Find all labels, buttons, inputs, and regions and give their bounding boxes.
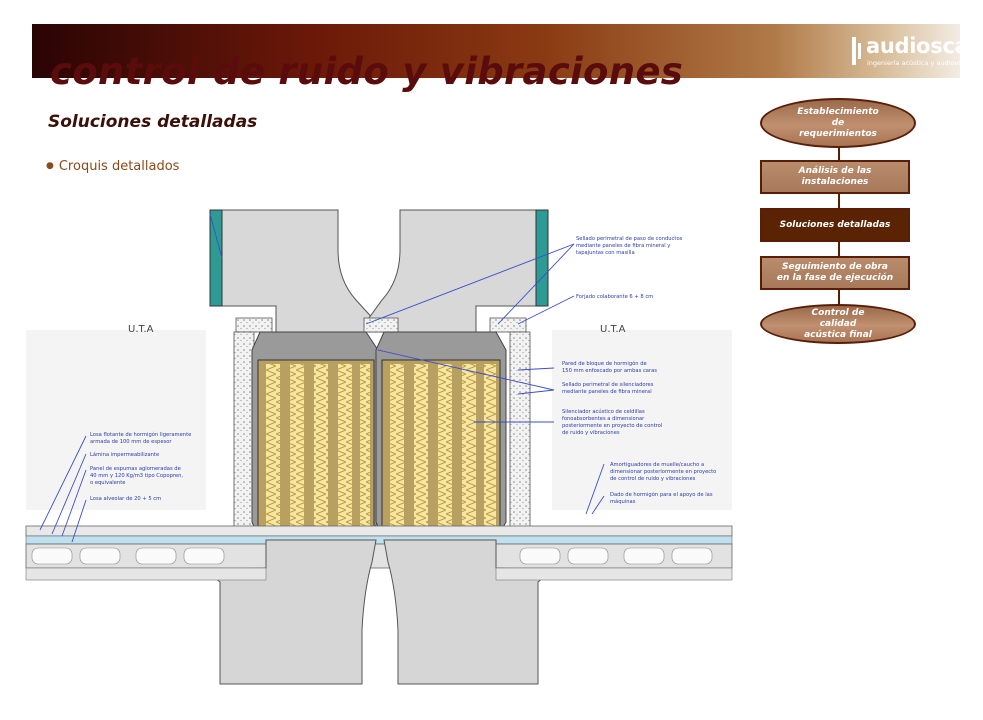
logo-name: audioscan [866, 34, 983, 58]
step-label: Establecimiento de requerimientos [797, 106, 879, 139]
technical-drawing [26, 210, 732, 684]
annotation-text: armada de 100 mm de espesor [90, 439, 172, 445]
annotation-text: posteriormente en proyecto de control [562, 423, 663, 429]
page-title: control de ruido y vibraciones [50, 50, 684, 93]
step-label: Análisis de las instalaciones [798, 166, 872, 187]
step-control-calidad[interactable] [760, 304, 916, 344]
bullet-item [46, 159, 179, 174]
annotation-text: mediante paneles de fibra mineral [562, 389, 652, 395]
step-label: Seguimiento de obra en la fase de ejecución [776, 262, 894, 283]
annotation-text: Sellado perimetral de silenciadores [562, 382, 654, 388]
annotation-text: Losa alveolar de 20 + 5 cm [90, 496, 162, 502]
left-block-wall [234, 332, 254, 532]
uta-left-label: U.T.A [128, 324, 154, 335]
annotation-text: Silenciador acústico de celdillas [562, 409, 645, 415]
annotation-text: tapajuntas con masilla [576, 250, 635, 256]
annotation-text: de ruido y vibraciones [562, 430, 620, 436]
uta-right-label: U.T.A [600, 324, 626, 335]
annotation-text: 150 mm enfoscado por ambas caras [562, 368, 657, 374]
bullet-text: Croquis detallados [58, 159, 180, 174]
annotation-text: o equivalente [90, 480, 126, 486]
annotation-text: Forjado colaborante 6 + 8 cm [576, 294, 654, 300]
step-label: Soluciones detalladas [779, 219, 891, 230]
annotation-text: máquinas [610, 499, 636, 505]
logo-mark-icon [852, 37, 862, 65]
annotation-text: mediante paneles de fibra mineral y [576, 243, 671, 249]
annotation-text: Pared de bloque de hormigón de [562, 361, 647, 367]
process-flow [750, 96, 930, 346]
annotation-text: de control de ruido y vibraciones [610, 476, 696, 482]
annotation-text: Sellado perimetral de paso de conductos [576, 236, 683, 242]
right-block-wall [510, 332, 530, 532]
audioscan-logo [852, 34, 983, 72]
annotation-text: Lámina impermeabilizante [90, 452, 160, 458]
step-requerimientos[interactable] [760, 98, 916, 148]
step-label: Control de calidad acústica final [804, 307, 872, 340]
step-seguimiento[interactable] [760, 256, 910, 290]
annotation-text: fonoabsorbentes a dimensionar [562, 416, 645, 422]
annotation-text: Panel de espumas aglomeradas de [90, 466, 181, 472]
step-soluciones[interactable] [760, 208, 910, 242]
logo-tagline: ingeniería acústica y audiovisual [867, 59, 974, 67]
annotation-text: Amortiguadores de muelle/caucho a [610, 462, 705, 468]
section-subtitle: Soluciones detalladas [48, 112, 258, 132]
annotation-text: 40 mm y 120 Kg/m3 tipo Copopren, [90, 473, 184, 479]
annotation-text: Dado de hormigón para el apoyo de las [610, 492, 713, 498]
annotation-text: dimensionar posteriormente en proyecto [610, 469, 717, 475]
step-analisis[interactable] [760, 160, 910, 194]
annotation-text: Losa flotante de hormigón ligeramente [90, 432, 192, 438]
bullet-dot-icon: ● [46, 161, 54, 171]
